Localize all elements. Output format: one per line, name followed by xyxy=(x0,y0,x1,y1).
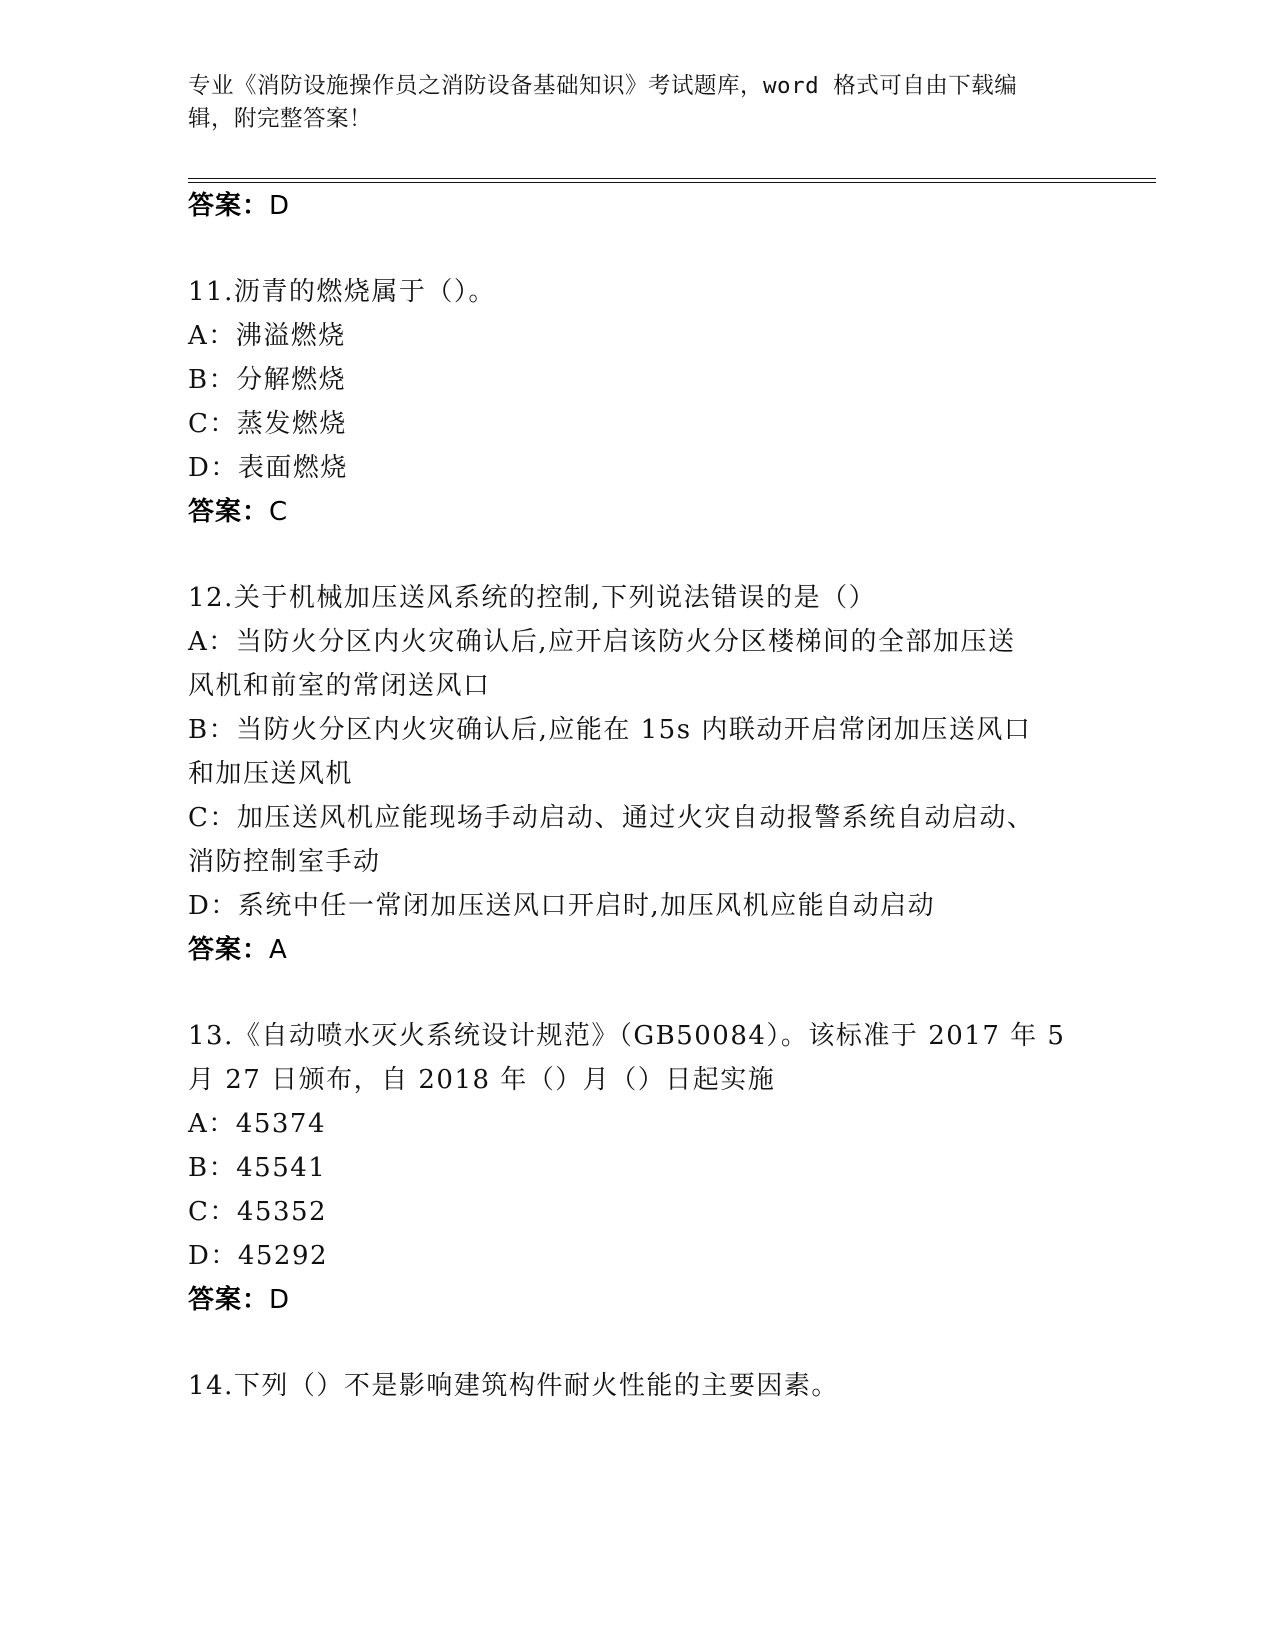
question-13-option-a: A：45374 xyxy=(188,1109,326,1139)
answer-label: 答案： xyxy=(188,497,270,527)
answer-label: 答案： xyxy=(188,1285,270,1315)
question-13-stem-line-1: 13.《自动喷水灭火系统设计规范》（GB50084）。该标准于 2017 年 5 xyxy=(188,1021,1066,1051)
answer-value: D xyxy=(269,1285,291,1315)
header-line-2: 辑，附完整答案！ xyxy=(188,106,373,132)
question-12-option-d: D：系统中任一常闭加压送风口开启时,加压风机应能自动启动 xyxy=(188,891,936,921)
question-11-option-d: D：表面燃烧 xyxy=(188,453,348,483)
header-line-1: 专业《消防设施操作员之消防设备基础知识》考试题库，word 格式可自由下载编 xyxy=(188,73,1018,99)
header-divider-top xyxy=(188,178,1156,179)
question-12-option-c-line-2: 消防控制室手动 xyxy=(188,847,381,877)
question-12-option-c-line-1: C：加压送风机应能现场手动启动、通过火灾自动报警系统自动启动、 xyxy=(188,803,1035,833)
answer-label: 答案： xyxy=(188,935,270,965)
question-11-option-b: B：分解燃烧 xyxy=(188,365,347,395)
answer-label: 答案： xyxy=(188,191,270,221)
answer-value: C xyxy=(269,497,289,527)
answer-value: D xyxy=(269,191,291,221)
question-13-option-b: B：45541 xyxy=(188,1153,327,1183)
question-12-option-a-line-2: 风机和前室的常闭送风口 xyxy=(188,671,491,701)
question-12-stem: 12.关于机械加压送风系统的控制,下列说法错误的是（） xyxy=(188,583,877,613)
document-header xyxy=(188,70,1068,136)
question-11-answer xyxy=(188,496,288,528)
question-11-option-a: A：沸溢燃烧 xyxy=(188,321,346,351)
question-13-stem-line-2: 月 27 日颁布，自 2018 年（）月（）日起实施 xyxy=(188,1065,776,1095)
answer-value: A xyxy=(269,935,288,965)
question-13-answer xyxy=(188,1284,290,1316)
question-11-stem: 11.沥青的燃烧属于（）。 xyxy=(188,277,496,307)
question-12-option-a-line-1: A：当防火分区内火灾确认后,应开启该防火分区楼梯间的全部加压送 xyxy=(188,627,1016,657)
question-11-option-c: C：蒸发燃烧 xyxy=(188,409,347,439)
question-12-option-b-line-1: B：当防火分区内火灾确认后,应能在 15s 内联动开启常闭加压送风口 xyxy=(188,715,1032,745)
question-13-option-d: D：45292 xyxy=(188,1241,329,1271)
question-12-answer xyxy=(188,934,288,966)
previous-answer xyxy=(188,190,290,222)
question-12-option-b-line-2: 和加压送风机 xyxy=(188,759,354,789)
question-14-stem: 14.下列（）不是影响建筑构件耐火性能的主要因素。 xyxy=(188,1371,839,1401)
header-divider-bottom xyxy=(188,182,1156,183)
question-13-option-c: C：45352 xyxy=(188,1197,328,1227)
